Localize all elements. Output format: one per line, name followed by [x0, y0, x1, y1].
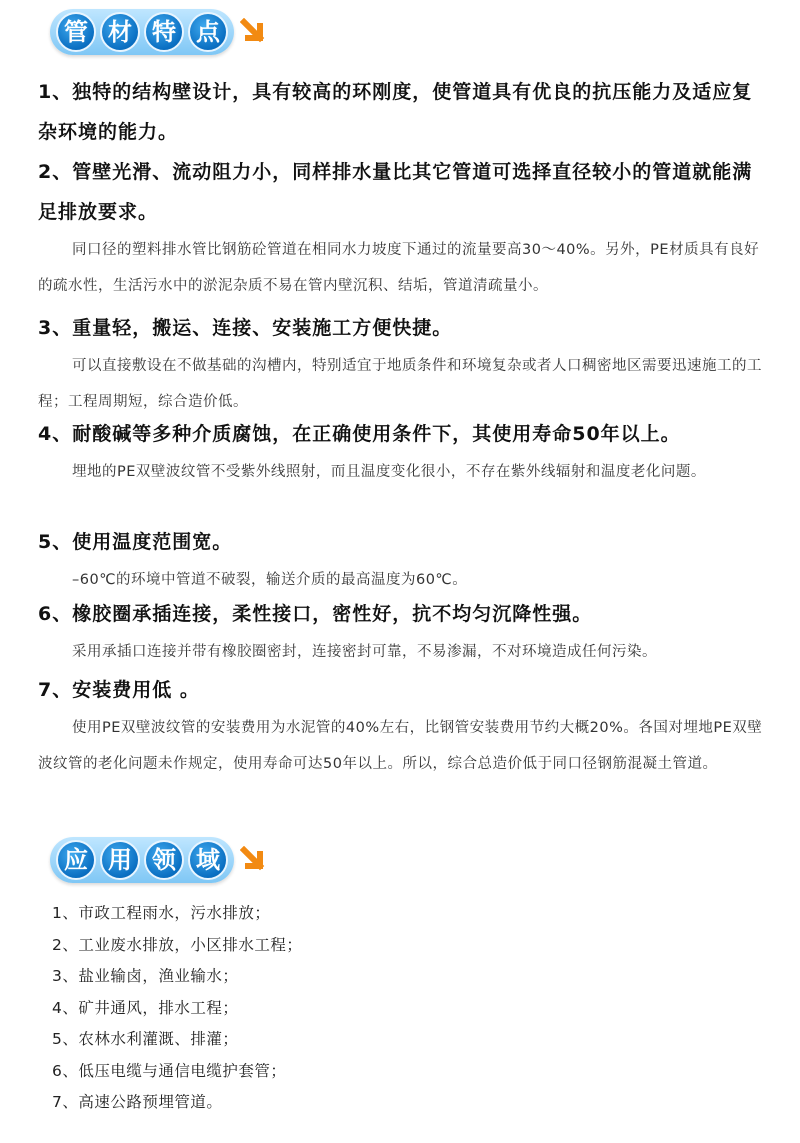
badge-char: 点: [188, 12, 228, 52]
badge-char: 应: [56, 840, 96, 880]
feature-body: 使用PE双壁波纹管的安装费用为水泥管的40%左右，比钢管安装费用节约大概20%。各国对埋地PE双壁波纹管的老化问题未作规定，使用寿命可达50年以上。所以，综合总造价低于同口径钢筋混凝土管道。: [38, 720, 763, 772]
list-item: 6、低压电缆与通信电缆护套管；: [52, 1061, 287, 1080]
badge-char: 域: [188, 840, 228, 880]
badge-char: 材: [100, 12, 140, 52]
application-list: [52, 898, 752, 1119]
feature-title: 1、独特的结构壁设计，具有较高的环刚度，使管道具有优良的抗压能力及适应复杂环境的能力。: [38, 81, 753, 143]
feature-item-2: [38, 152, 764, 304]
feature-item-4: [38, 414, 764, 490]
section-badge-features: [50, 10, 268, 54]
feature-item-3: [38, 308, 764, 420]
badge-pill: [50, 837, 234, 883]
feature-title: 2、管壁光滑、流动阻力小，同样排水量比其它管道可选择直径较小的管道就能满足排放要求。: [38, 161, 753, 223]
arrow-down-right-icon: [240, 18, 268, 46]
badge-char: 管: [56, 12, 96, 52]
arrow-down-right-icon: [240, 846, 268, 874]
list-item: 2、工业废水排放，小区排水工程；: [52, 935, 303, 954]
list-item: 4、矿井通风，排水工程；: [52, 998, 239, 1017]
feature-body: 可以直接敷设在不做基础的沟槽内，特别适宜于地质条件和环境复杂或者人口稠密地区需要迅速施工的工程；工程周期短，综合造价低。: [38, 358, 762, 410]
feature-body: 采用承插口连接并带有橡胶圈密封，连接密封可靠，不易渗漏，不对环境造成任何污染。: [72, 644, 657, 660]
badge-char: 特: [144, 12, 184, 52]
list-item: 3、盐业输卤，渔业输水；: [52, 967, 239, 985]
feature-body: –60℃的环境中管道不破裂，输送介质的最高温度为60℃。: [72, 572, 468, 588]
feature-title: 7、安装费用低 。: [38, 679, 200, 701]
feature-title: 3、重量轻，搬运、连接、安装施工方便快捷。: [38, 317, 453, 339]
feature-body: 埋地的PE双壁波纹管不受紫外线照射，而且温度变化很小，不存在紫外线辐射和温度老化问题。: [72, 464, 706, 480]
feature-body: 同口径的塑料排水管比钢筋砼管道在相同水力坡度下通过的流量要高30～40%。另外，PE材质具有良好的疏水性，生活污水中的淤泥杂质不易在管内壁沉积、结垢，管道清疏量小。: [38, 242, 760, 294]
feature-title: 5、使用温度范围宽。: [38, 531, 233, 553]
badge-pill: [50, 9, 234, 55]
badge-char: 领: [144, 840, 184, 880]
badge-char: 用: [100, 840, 140, 880]
section-badge-applications: [50, 838, 268, 882]
feature-item-7: [38, 670, 764, 782]
feature-item-1: [38, 72, 764, 152]
feature-title: 6、橡胶圈承插连接，柔性接口，密性好，抗不均匀沉降性强。: [38, 603, 593, 625]
feature-item-5: [38, 522, 764, 598]
list-item: 5、农林水利灌溉、排灌；: [52, 1030, 239, 1048]
list-item: 1、市政工程雨水，污水排放；: [52, 904, 271, 922]
feature-title: 4、耐酸碱等多种介质腐蚀，在正确使用条件下，其使用寿命50年以上。: [38, 423, 681, 445]
feature-item-6: [38, 594, 764, 670]
list-item: 7、高速公路预埋管道。: [52, 1093, 223, 1111]
